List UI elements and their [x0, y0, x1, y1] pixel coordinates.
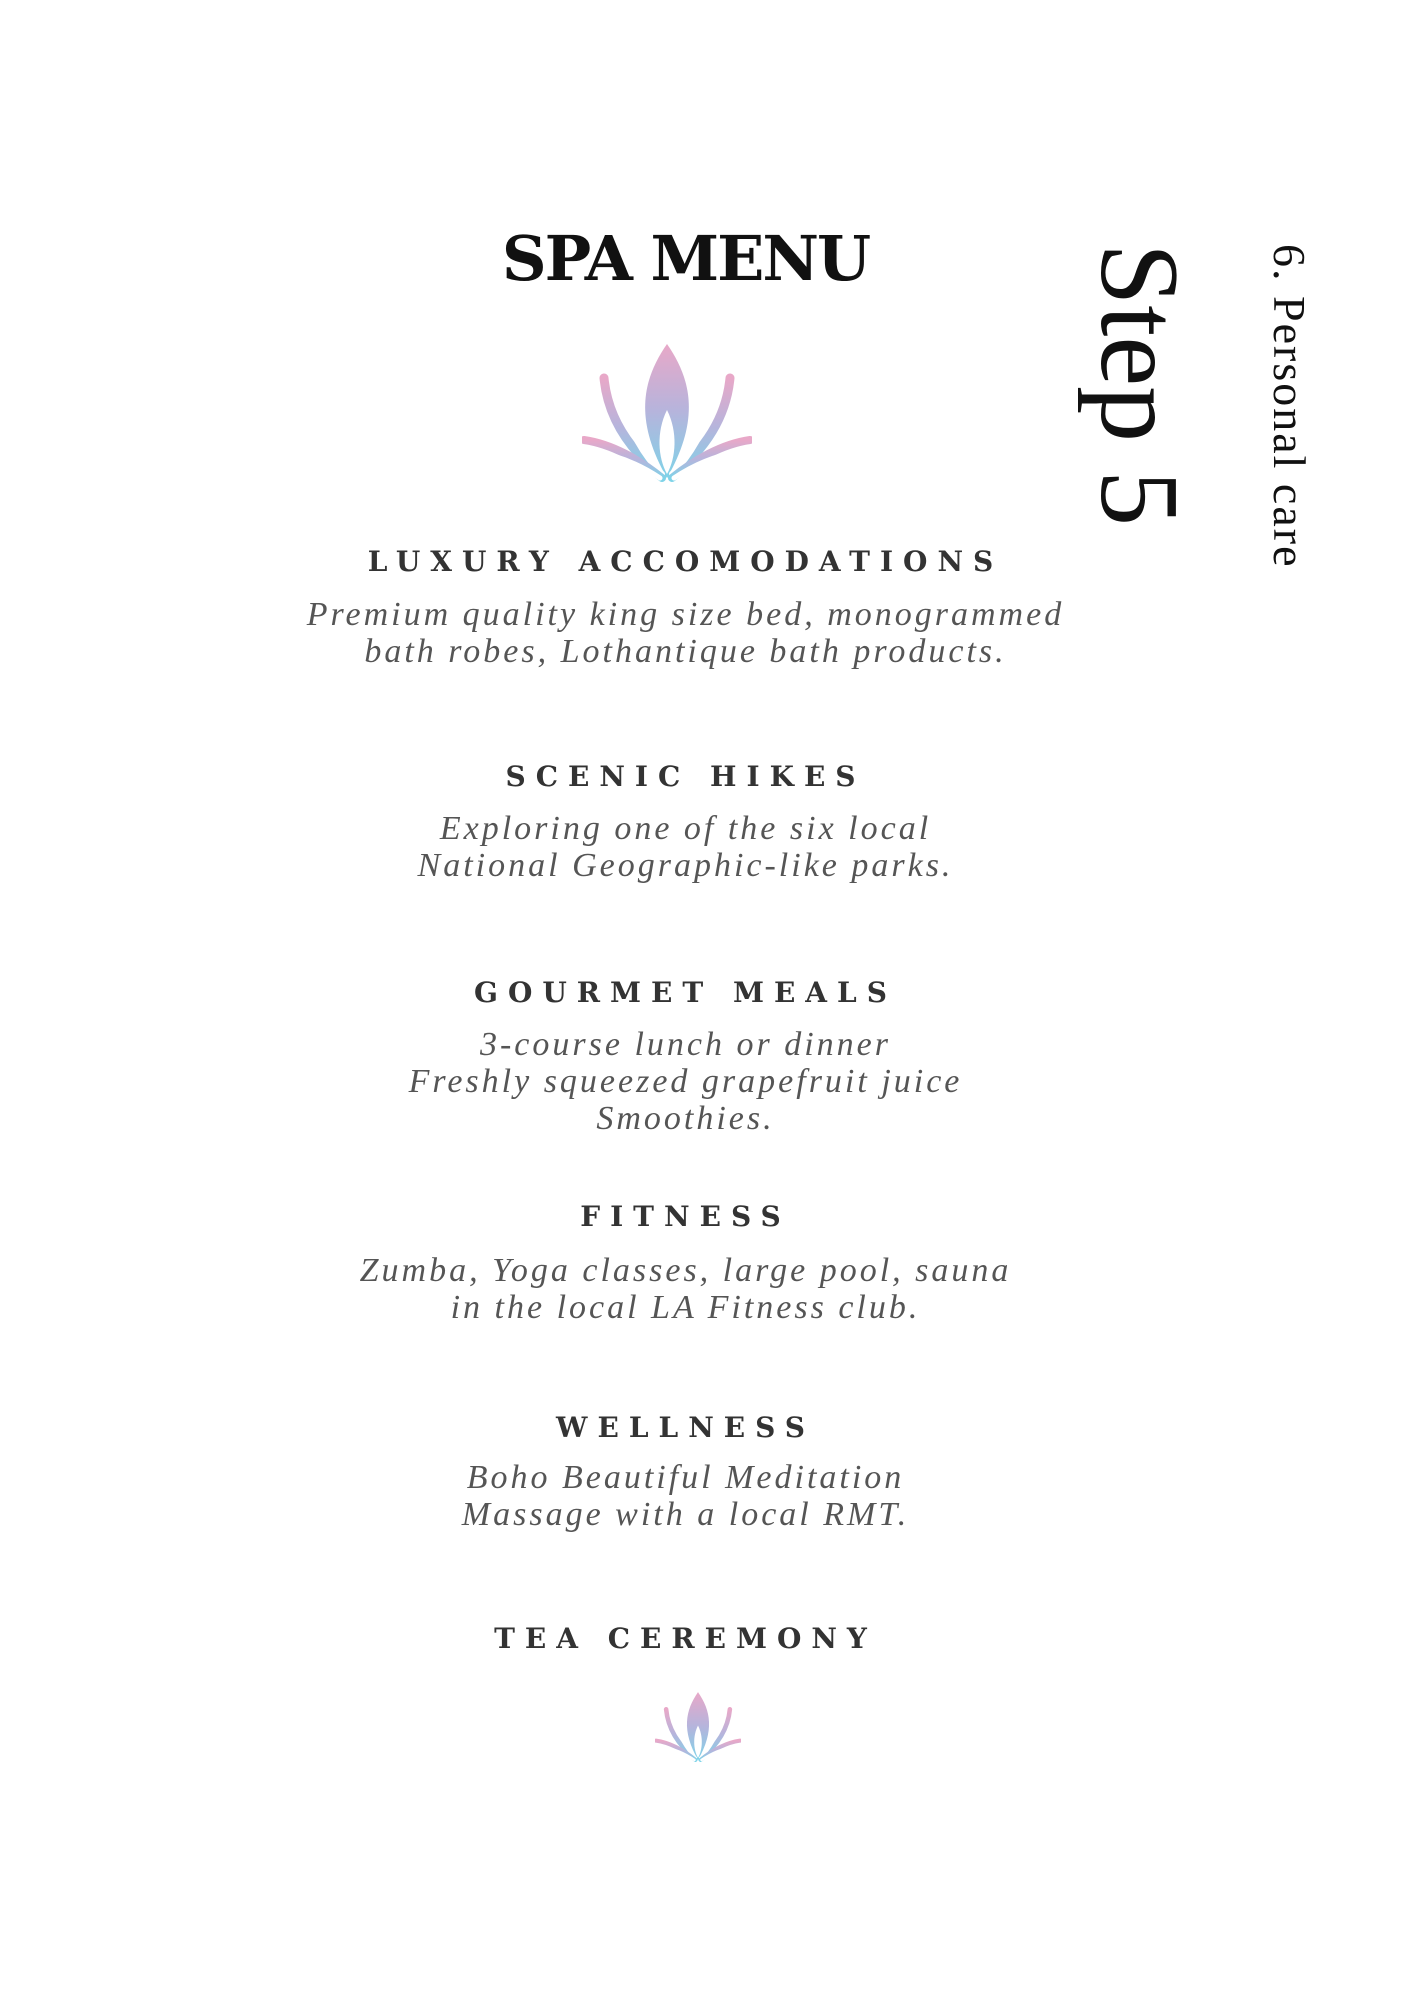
section-description [0, 1459, 1371, 1533]
step-label-wrapper [1077, 243, 1215, 527]
lotus-icon [582, 340, 752, 482]
description-line: National Geographic-like parks. [417, 847, 954, 884]
description-line: 3-course lunch or dinner [479, 1026, 891, 1063]
description-line: in the local LA Fitness club. [450, 1289, 921, 1326]
page-title: SPA MENU [501, 222, 870, 295]
lotus-icon [655, 1690, 741, 1762]
description-line: Premium quality king size bed, monogrammed [306, 596, 1065, 633]
section-description [0, 596, 1371, 670]
section-heading: SCENIC HIKES [505, 760, 866, 793]
description-line: Zumba, Yoga classes, large pool, sauna [359, 1252, 1012, 1289]
description-line: bath robes, Lothantique bath products. [364, 633, 1007, 670]
section-heading: TEA CEREMONY [494, 1622, 877, 1655]
section-heading: WELLNESS [556, 1411, 815, 1444]
section-heading: FITNESS [580, 1200, 791, 1233]
description-line: Massage with a local RMT. [461, 1496, 910, 1533]
section-heading: LUXURY ACCOMODATIONS [367, 545, 1004, 578]
menu-section-luxury-accomodations [0, 545, 1371, 670]
menu-section-wellness [0, 1411, 1371, 1533]
menu-section-scenic-hikes [0, 760, 1371, 884]
description-line: Boho Beautiful Meditation [466, 1459, 905, 1496]
menu-section-fitness [0, 1200, 1371, 1326]
menu-section-gourmet-meals [0, 976, 1371, 1137]
menu-section-tea-ceremony [0, 1622, 1371, 1655]
section-subtitle-wrapper [1264, 244, 1332, 569]
step-label: Step 5 [1077, 243, 1201, 527]
description-line: Exploring one of the six local [439, 810, 932, 847]
description-line: Smoothies. [596, 1100, 775, 1137]
section-description [0, 810, 1371, 884]
description-line: Freshly squeezed grapefruit juice [408, 1063, 963, 1100]
section-description [0, 1252, 1371, 1326]
section-description [0, 1026, 1371, 1137]
section-subtitle: 6. Personal care [1264, 244, 1315, 569]
section-heading: GOURMET MEALS [474, 976, 897, 1009]
